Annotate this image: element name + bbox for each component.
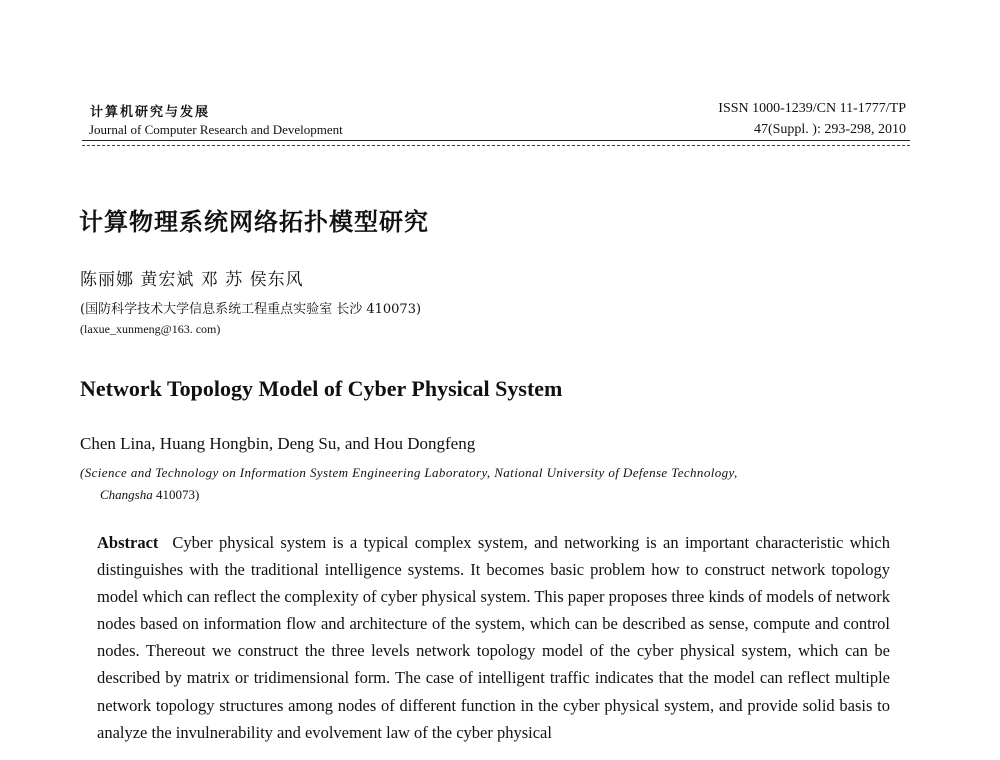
header-rule — [82, 140, 910, 141]
abstract-label: Abstract — [97, 533, 159, 552]
authors-cn: 陈丽娜 黄宏斌 邓 苏 侯东风 — [80, 270, 304, 290]
author-email: (laxue_xunmeng@163. com) — [80, 322, 221, 336]
header-rule-dashed — [82, 145, 910, 146]
abstract-text: Cyber physical system is a typical complex system, and networking is an important characteristic which distinguishes with the traditional intelligence systems. It becomes basic problem how to construct network topology model which can reflect the complexity of cyber physical system. This paper proposes three kinds of models of network nodes based on information flow and architecture of the system, which can be described as sense, compute and control nodes. Thereout we construct the three levels network topology model of the cyber physical system, which can be described by matrix or tridimensional form. The case of intelligent traffic indicates that the model can reflect multiple network topology structures among nodes of different function in the cyber physical system, and provide solid basis to analyze the invulnerability and evolvement law of the cyber physical — [97, 533, 890, 742]
paper-title-cn: 计算物理系统网络拓扑模型研究 — [79, 207, 429, 236]
affiliation-en: (Science and Technology on Information System Engineering Laboratory, National University of Defense Technology, — [80, 465, 738, 480]
abstract-block — [97, 529, 890, 746]
affiliation-postcode: 410073) — [155, 487, 200, 502]
volume-line: 47(Suppl. ): 293-298, 2010 — [753, 122, 906, 137]
affiliation-city: Changsha — [100, 487, 153, 502]
journal-name-en: Journal of Computer Research and Development — [89, 122, 343, 137]
issn-line: ISSN 1000-1239/CN 11-1777/TP — [718, 101, 906, 116]
affiliation-cn: (国防科学技术大学信息系统工程重点实验室 长沙 410073) — [80, 302, 422, 317]
paper-title-en: Network Topology Model of Cyber Physical System — [80, 376, 563, 401]
authors-en: Chen Lina, Huang Hongbin, Deng Su, and Hou Dongfeng — [80, 434, 476, 453]
affiliation-en-city — [100, 487, 199, 503]
journal-name-cn: 计算机研究与发展 — [90, 105, 211, 120]
